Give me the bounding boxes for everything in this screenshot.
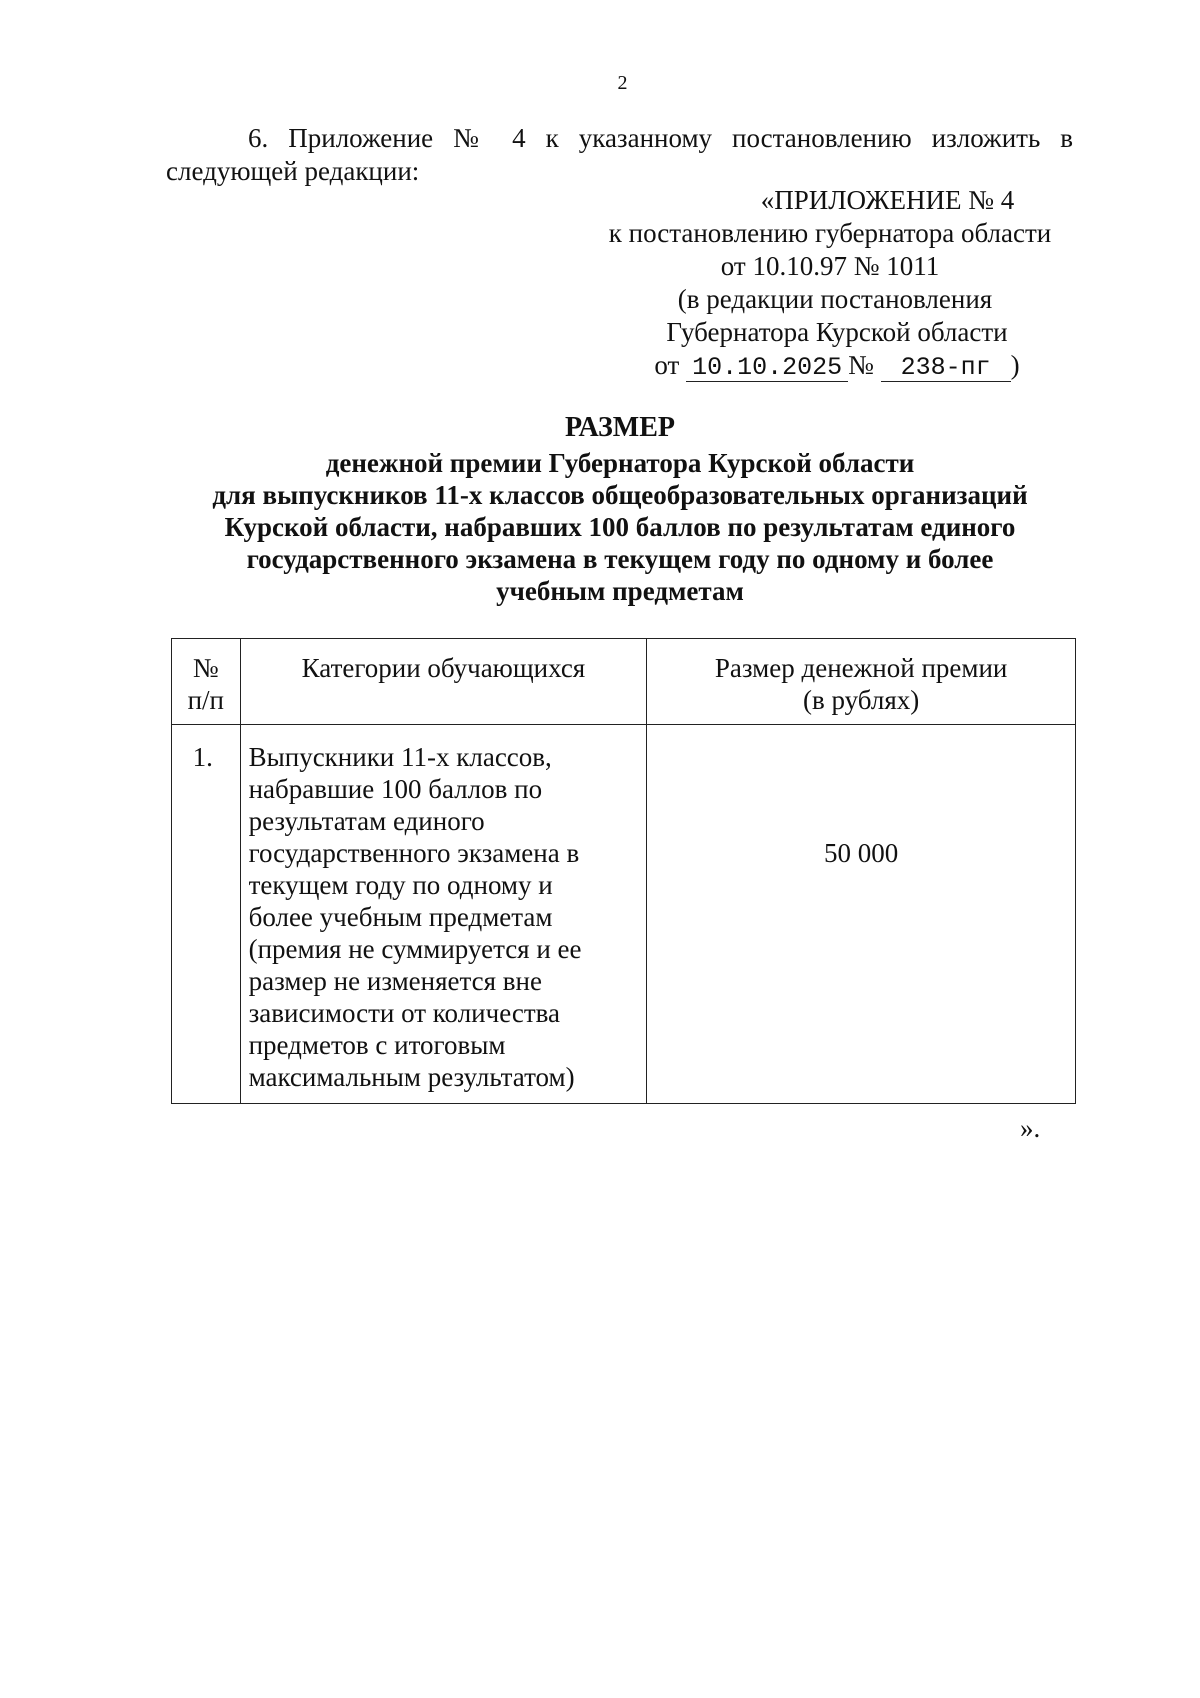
header-amount-line: Размер денежной премии bbox=[714, 653, 1008, 683]
row-category bbox=[240, 725, 647, 1104]
from-prefix: от bbox=[654, 350, 680, 380]
header-number-sign: № bbox=[192, 653, 219, 683]
header-number-abbr: п/п bbox=[187, 685, 224, 715]
row-amount: 50 000 bbox=[647, 725, 1076, 1104]
title-line: денежной премии Губернатора Курской области bbox=[325, 448, 915, 478]
header-amount bbox=[647, 639, 1076, 725]
appendix-decree-line bbox=[574, 349, 1100, 382]
appendix-reference: к постановлению губернатора области bbox=[608, 218, 1052, 248]
category-line: (премия не суммируется и ее bbox=[248, 934, 582, 964]
document-title bbox=[150, 412, 1090, 607]
header-number bbox=[172, 639, 241, 725]
appendix-title: «ПРИЛОЖЕНИЕ № 4 bbox=[760, 185, 1015, 215]
category-line: зависимости от количества bbox=[248, 998, 561, 1028]
page-number: 2 bbox=[617, 72, 628, 94]
category-line: более учебным предметам bbox=[248, 902, 553, 932]
category-line: набравшие 100 баллов по bbox=[248, 774, 543, 804]
header-category: Категории обучающихся bbox=[240, 639, 647, 725]
category-line: Выпускники 11-х классов, bbox=[248, 742, 552, 772]
category-line: размер не изменяется вне bbox=[248, 966, 542, 996]
category-line: предметов с итоговым bbox=[248, 1030, 506, 1060]
number-sign: № bbox=[848, 350, 874, 380]
table-row bbox=[172, 725, 1076, 1104]
title-main: РАЗМЕР bbox=[564, 412, 676, 443]
category-line: государственного экзамена в bbox=[248, 838, 580, 868]
category-line: результатам единого bbox=[248, 806, 485, 836]
appendix-header bbox=[560, 184, 1100, 382]
decree-number-field: 238-пг bbox=[881, 355, 1011, 382]
appendix-original-date: от 10.10.97 № 1011 bbox=[720, 251, 940, 281]
title-line: учебным предметам bbox=[496, 576, 744, 606]
row-number: 1. bbox=[172, 725, 241, 1104]
decree-date-field: 10.10.2025 bbox=[686, 355, 848, 382]
table-header-row bbox=[172, 639, 1076, 725]
title-line: Курской области, набравших 100 баллов по результатам единого bbox=[224, 512, 1016, 542]
category-line: текущем году по одному и bbox=[248, 870, 553, 900]
category-line: максимальным результатом) bbox=[248, 1062, 575, 1092]
closing-paren: ) bbox=[1010, 350, 1020, 380]
appendix-governor: Губернатора Курской области bbox=[666, 317, 1008, 347]
title-line: для выпускников 11-х классов общеобразовательных организаций bbox=[212, 480, 1028, 510]
appendix-edition-note: (в редакции постановления bbox=[677, 284, 993, 314]
amendment-paragraph: 6. Приложение № 4 к указанному постановлению изложить в следующей редакции: bbox=[166, 123, 1073, 186]
header-amount-unit: (в рублях) bbox=[803, 685, 920, 715]
closing-quote: ». bbox=[1020, 1113, 1041, 1143]
title-line: государственного экзамена в текущем году по одному и более bbox=[246, 544, 994, 574]
prize-table bbox=[171, 638, 1076, 1104]
